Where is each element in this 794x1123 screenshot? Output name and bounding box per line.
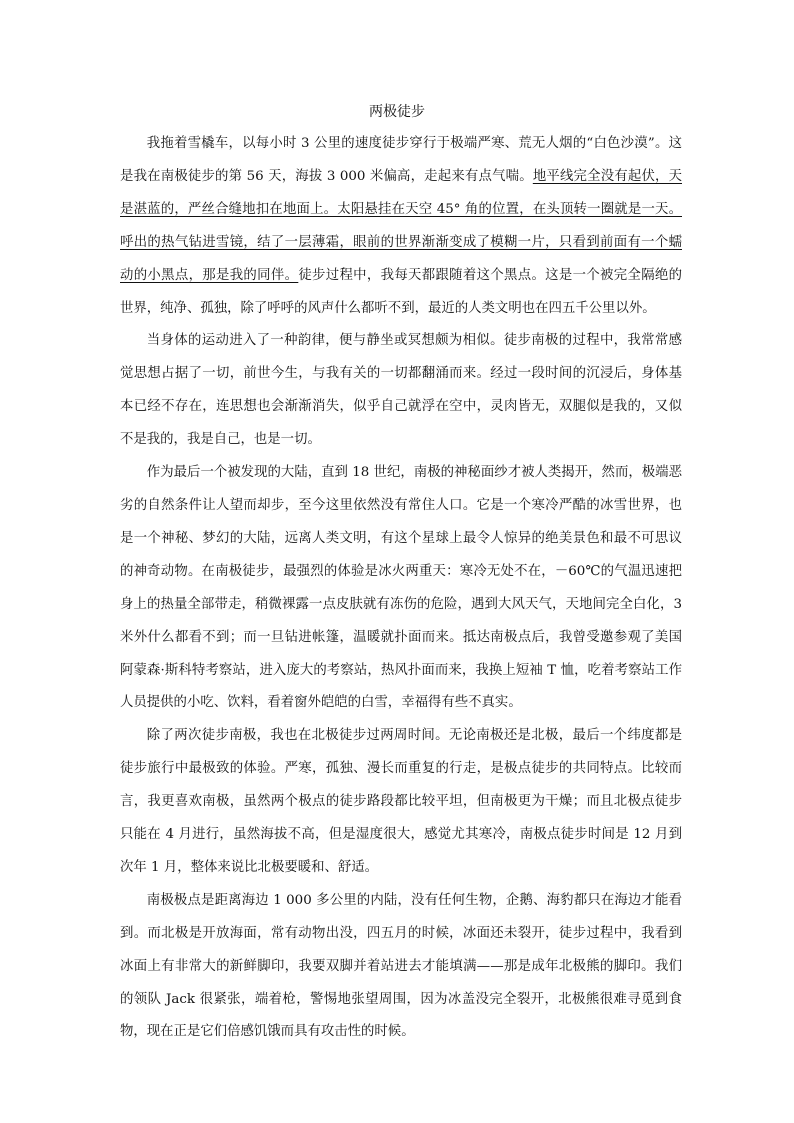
paragraph-5-text: 南极极点是距离海边 1 000 多公里的内陆，没有任何生物，企鹅、海豹都只在海边才能看到。而北极是开放海面，常有动物出没，四五月的时候，冰面还未裂开，徒步过程中，我看到冰面上有非常大的新鲜脚印，我要双脚并着站进去才能填满——那是成年北极熊的脚印。我们的领队 Jack 很紧张，端着枪，警惕地张望周围，因为冰盖没完全裂开，北极熊很难寻觅到食物，现在正是它们倍感饥饿而具有攻击性的时候。: [120, 892, 682, 1040]
paragraph-4-text: 除了两次徒步南极，我也在北极徒步过两周时间。无论南极还是北极，最后一个纬度都是徒步旅行中最极致的体验。严寒，孤独、漫长而重复的行走，是极点徒步的共同特点。比较而言，我更喜欢南极，虽然两个极点的徒步路段都比较平坦，但南极更为干燥；而且北极点徒步只能在 4 月进行，虽然海拔不高，但是湿度很大，感觉尤其寒冷，南极点徒步时间是 12 月到次年 1 月，整体来说比北极要暖和、舒适。: [120, 728, 682, 875]
article-title: 两极徒步: [369, 104, 425, 120]
paragraph-1-text-a: 我拖着雪橇车，以每小时 3 公里的速度徒步穿行于极端严寒、荒无人烟的“白色沙漠”。这是我在南极徒步的第 56 天，海拔 3 000 米偏高，走起来有点气喘。: [120, 136, 682, 184]
paragraph-3-text: 作为最后一个被发现的大陆，直到 18 世纪，南极的神秘面纱才被人类揭开，然而，极端恶劣的自然条件让人望而却步，至今这里依然没有常住人口。它是一个寒冷严酷的冰雪世界，也是一个神秘、梦幻的大陆，远离人类文明，有这个星球上最令人惊异的绝美景色和最不可思议的神奇动物。在南极徒步，最强烈的体验是冰火两重天：寒冷无处不在，－60℃的气温迅速把身上的热量全部带走，稍微裸露一点皮肤就有冻伤的危险，遇到大风天气，天地间完全白化，3 米外什么都看不到；而一旦钻进帐篷，温暖就扑面而来。抵达南极点后，我曾受邀参观了美国阿蒙森·斯科特考察站，进入庞大的考察站，热风扑面而来，我换上短袖 T 恤，吃着考察站工作人员提供的小吃、饮料，看着窗外皑皑的白雪，幸福得有些不真实。: [120, 465, 682, 711]
paragraph-2: [120, 325, 682, 457]
paragraph-4: [120, 720, 682, 885]
paragraph-2-text: 当身体的运动进入了一种韵律，便与静坐或冥想颇为相似。徒步南极的过程中，我常常感觉思想占据了一切，前世今生，与我有关的一切都翻涌而来。经过一段时间的沉浸后，身体基本已经不存在，连思想也会渐渐消失，似乎自己就浮在空中，灵肉皆无，双腿似是我的，又似不是我的，我是自己，也是一切。: [120, 333, 682, 448]
paragraph-3: [120, 457, 682, 720]
article-body: [120, 128, 682, 1049]
paragraph-1-text-b: 徒步过程中，我每天都跟随着这个黑点。这是一个被完全隔绝的世界，纯净、孤独，除了呼呼的风声什么都听不到，最近的人类文明也在四五千公里以外。: [120, 267, 683, 316]
paragraph-1: [120, 128, 682, 325]
paragraph-5: [120, 885, 682, 1050]
paragraph-1-underlined-text: 地平线完全没有起伏，天是湛蓝的，严丝合缝地扣在地面上。太阳悬挂在天空 45° 角的位置，在头顶转一圈就是一天。呼出的热气钻进雪镜，结了一层薄霜，眼前的世界渐渐变成了模糊一片，只看到前面有一个蠕动的小黑点，那是我的同伴。: [120, 168, 682, 283]
